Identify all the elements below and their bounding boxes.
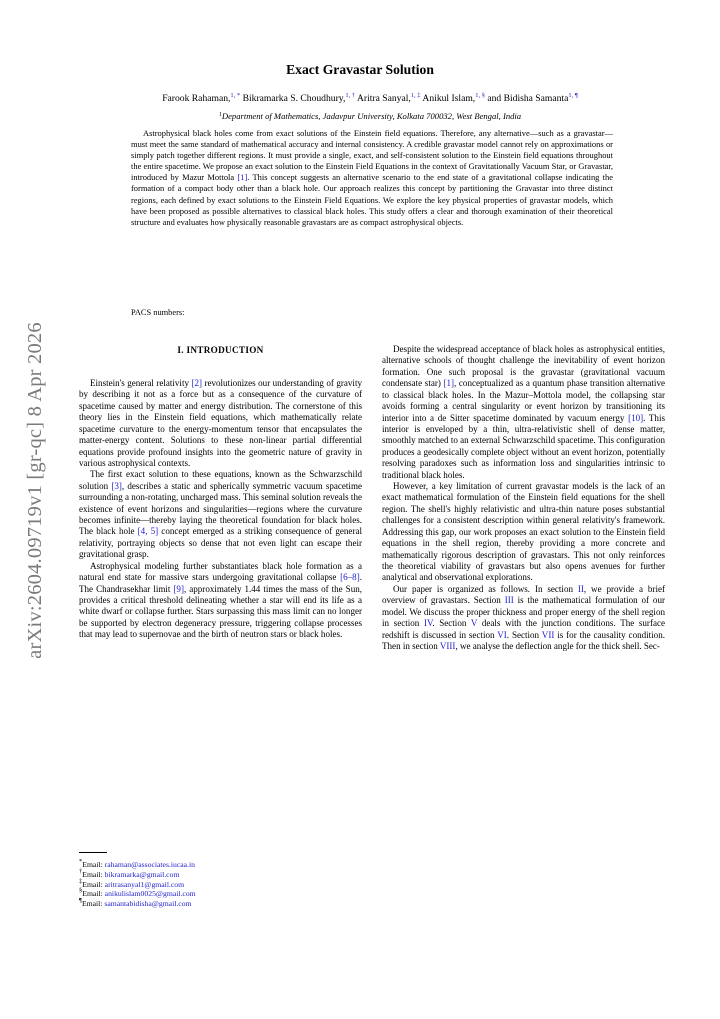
section-link[interactable]: II (577, 583, 584, 594)
footnote: †Email: bikramarka@gmail.com (79, 867, 180, 879)
section-link[interactable]: IV (423, 618, 433, 629)
footnote: ‡Email: aritrasanyal1@gmail.com (79, 877, 185, 889)
author-name: Aritra Sanyal, (356, 93, 411, 104)
author-name: Farook Rahaman, (162, 93, 231, 104)
author-name: Anikul Islam, (422, 93, 476, 104)
footnote: ¶Email: samantabidisha@gmail.com (79, 897, 192, 909)
citation-link[interactable]: [10] (628, 412, 644, 423)
author-mark[interactable]: 1, § (475, 92, 485, 99)
affiliation-text: Department of Mathematics, Jadavpur University, Kolkata 700032, West Bengal, India (221, 111, 522, 121)
author-mark[interactable]: 1, * (230, 92, 241, 99)
paragraph: Our paper is organized as follows. In section II, we provide a brief overview of gravastars. Section III is the mathematical formulation of our model. We discuss the proper thickness and proper energy of the shell region in section IV. Section V deals with the junction conditions. The surface redshift is discussed in section VI. Section VII is for the causality condition. Then in section VIII, we analyse the deflection angle for the thick shell. Sec- (382, 583, 666, 651)
footnote: §Email: anikulislam0025@gmail.com (79, 887, 196, 899)
citation-link[interactable]: [1] (237, 172, 248, 183)
author-mark[interactable]: 1, † (345, 92, 356, 99)
paragraph: Astrophysical modeling further substantiates black hole formation as a natural end state for massive stars undergoing gravitational collapse [6–8]. The Chandrasekhar limit [9], approximately 1.44 times the mass of the Sun, provides a critical threshold delineating whether a star will end its life as a white dwarf or collapse further. Stars surpassing this mass limit can no longer be supported by electron degeneracy pressure, triggering collapse processes that may lead to supernovae and the birth of neutron stars or black holes. (79, 560, 362, 640)
email-link[interactable]: bikramarka@gmail.com (104, 869, 180, 879)
footnotes (79, 860, 362, 909)
citation-link[interactable]: [1] (443, 378, 455, 389)
citation-link[interactable]: [9] (173, 583, 184, 594)
section-link[interactable]: III (504, 595, 514, 606)
paragraph: However, a key limitation of current gravastar models is the lack of an exact mathematical formulation of the Einstein field equations for the shell region. The shell's highly relativistic and ultra-thin nature poses substantial challenges for a consistent description within general relativity's framework. Addressing this gap, our work proposes an exact solution to the Einstein field equations in the shell region, thereby providing a more concrete and mathematically rigorous description of gravastars. This not only reinforces the theoretical viability of gravastars but also opens avenues for further analytical and observational explorations. (382, 481, 665, 583)
section-link[interactable]: V (470, 618, 478, 629)
abstract (131, 128, 613, 228)
paper-title: Exact Gravastar Solution (286, 62, 434, 77)
footnote-divider (79, 852, 107, 853)
left-column (79, 378, 362, 641)
arxiv-identifier-stamp (10, 300, 60, 680)
author-mark[interactable]: 1, ¶ (568, 92, 578, 99)
email-link[interactable]: rahaman@associates.iucaa.in (104, 860, 195, 869)
citation-link[interactable]: [3] (111, 480, 122, 491)
paragraph: Einstein's general relativity [2] revolutionizes our understanding of gravity by describing it not as a force but as a consequence of the curvature of spacetime caused by matter and energy distribution. The cornerstone of this theory lies in the Einstein field equations, which mathematically relate spacetime curvature to the energy-momentum tensor that encapsulates the matter-energy content. Solutions to these non-linear partial differential equations provide profound insights into the geometric nature of gravity in various astrophysical contexts. (79, 378, 362, 468)
pacs-numbers: PACS numbers: (131, 308, 185, 317)
email-link[interactable]: samantabidisha@gmail.com (104, 899, 192, 909)
abstract-text: Astrophysical black holes come from exact solutions of the Einstein field equations. Therefore, any alternative—such as a gravastar—must meet the same standard of mathematical accuracy and internal consistency. A credible gravastar model cannot rely on approximations or simply patch together different regions. It must provide a single, exact, and self-consistent solution to the Einstein field equations throughout the entire spacetime. We propose an exact solution to the Einstein Field Equations in the context of Gravitationally Vacuum Star, or Gravastar, introduced by Mazur Mottola (131, 128, 613, 183)
section-heading-introduction: I. INTRODUCTION (177, 345, 264, 355)
email-link[interactable]: aritrasanyal1@gmail.com (104, 879, 185, 889)
author-mark[interactable]: 1, ‡ (410, 92, 421, 99)
section-link[interactable]: VII (541, 629, 555, 640)
email-link[interactable]: anikulislam0025@gmail.com (104, 889, 196, 899)
abstract-text: . This concept suggests an alternative scenario to the end state of a gravitational collapse indicating the formation of a compact body other than a black hole. Our approach realizes this concept by partitioning the Gravastar into three distinct regions, each defined by exact solutions to the Einstein Field Equations. We explore the key physical properties of gravastar models, which have been proposed as possible alternatives to classical black holes. This study offers a clear and thorough examination of their theoretical structure and evaluates how physically reasonable gravastars are as compact astrophysical objects. (131, 172, 613, 227)
author-name: and Bidisha Samanta (487, 93, 569, 104)
affiliation (40, 111, 700, 121)
paragraph: Despite the widespread acceptance of black holes as astrophysical entities, alternative schools of thought challenge the inevitability of event horizon formation. One such proposal is the gravastar (gravitational vacuum condensate star) [1], conceptualized as a quantum phase transition alternative to classical black holes. In the Mazur–Mottola model, the collapsing star avoids forming a central singularity or event horizon by transitioning its interior into a de Sitter spacetime dominated by vacuum energy [10]. This interior is enveloped by a thin, ultra-relativistic shell of dense matter, smoothly matched to an external Schwarzschild spacetime. This configuration produces a geodesically complete object without an event horizon, potentially resolving paradoxes such as information loss and singularities intrinsic to traditional black holes. (382, 344, 665, 480)
arxiv-identifier-text: arXiv:2604.09719v1 [gr-qc] 8 Apr 2026 (23, 321, 46, 659)
footnote: *Email: rahaman@associates.iucaa.in (79, 858, 195, 869)
right-column (382, 344, 665, 652)
citation-link[interactable]: [4, 5] (137, 526, 159, 537)
author-list (40, 93, 700, 104)
section-link[interactable]: VIII (439, 640, 456, 651)
section-link[interactable]: VI (497, 629, 507, 640)
paragraph: The first exact solution to these equations, known as the Schwarzschild solution [3], describes a static and spherically symmetric vacuum spacetime surrounding a non-rotating, uncharged mass. This seminal solution reveals the existence of event horizons and singularities—regions where the curvature becomes infinite—thereby laying the theoretical foundation for black holes. The black hole [4, 5] concept emerged as a striking consequence of general relativity, portraying objects so dense that not even light can escape their gravitational grasp. (79, 469, 363, 560)
author-name: Bikramarka S. Choudhury, (242, 93, 346, 104)
affiliation-mark: 1 (218, 112, 222, 118)
citation-link[interactable]: [6–8] (340, 572, 360, 583)
citation-link[interactable]: [2] (191, 378, 202, 388)
